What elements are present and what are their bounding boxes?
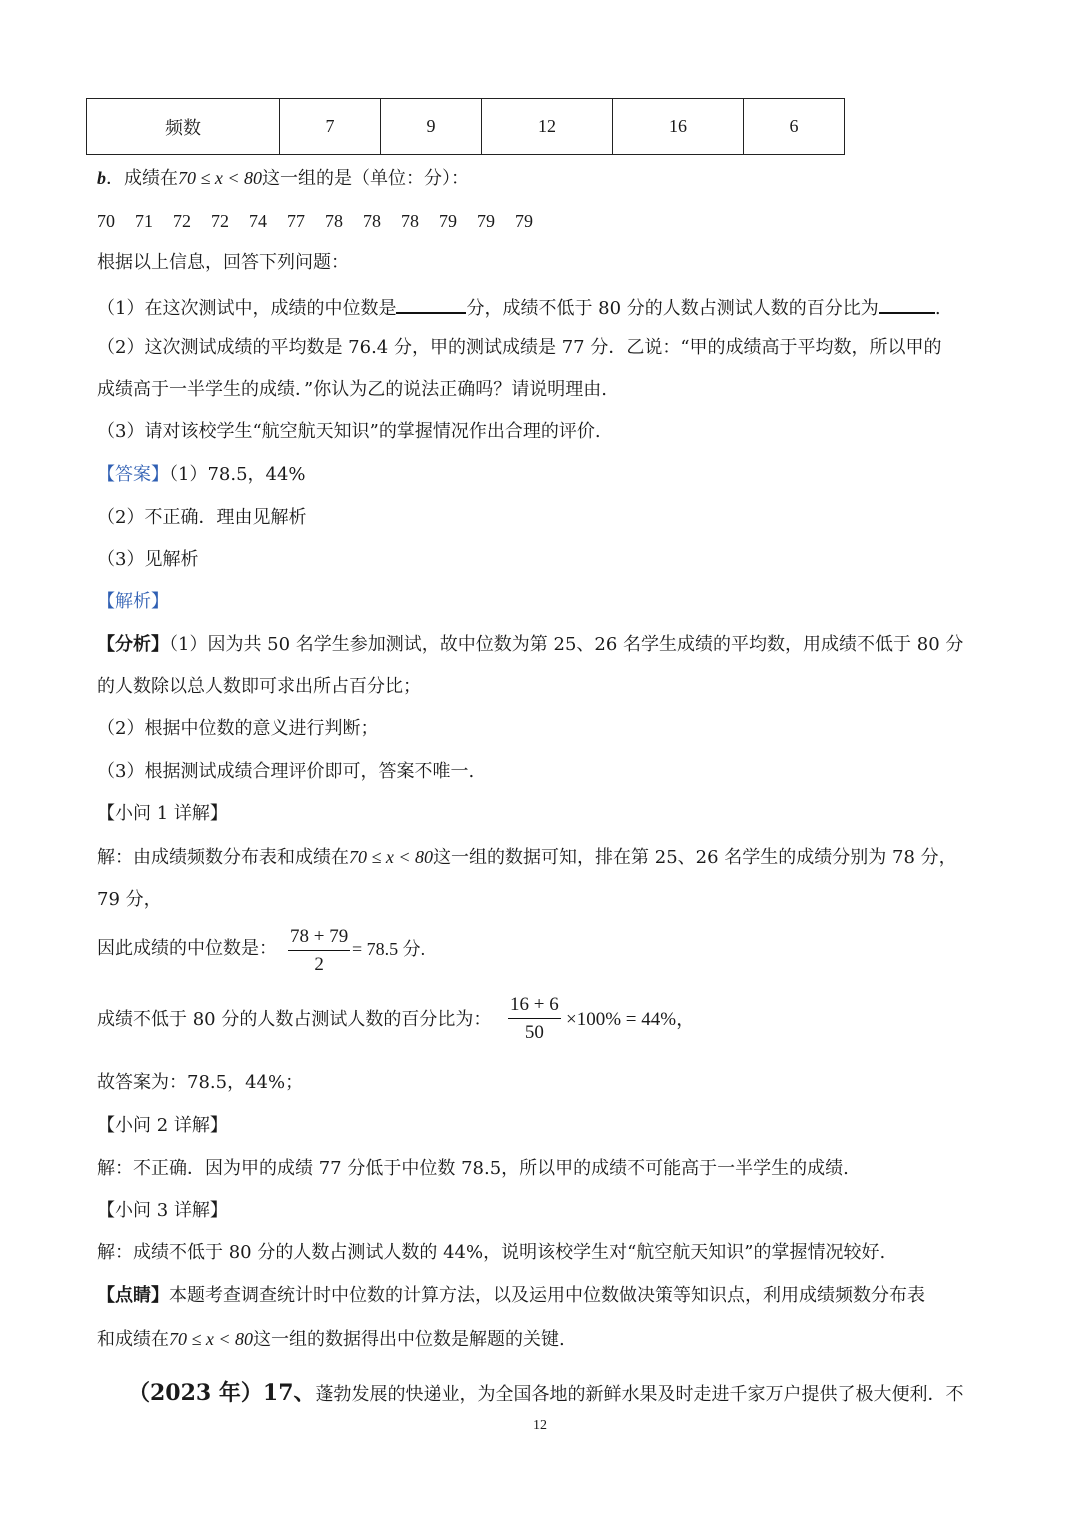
dianjing-tag: 【点睛】 — [97, 1285, 169, 1306]
score-value: 77 — [287, 211, 305, 231]
question-1-text-2: 分，成绩不低于 80 分的人数占测试人数的百分比为 — [466, 298, 879, 319]
detail-3-heading: 【小问 3 详解】 — [97, 1200, 228, 1221]
answer-line-1 — [97, 463, 306, 487]
median-fraction — [288, 926, 350, 976]
score-value: 78 — [363, 211, 381, 231]
answer-3: （3）见解析 — [97, 549, 199, 570]
condition-math: 70 ≤ x < 80 — [169, 1329, 254, 1349]
score-value: 70 — [97, 211, 115, 231]
part-b-text-after: 这一组的是（单位：分）： — [262, 168, 470, 189]
detail-1-line-2: 79 分， — [97, 889, 162, 910]
table-header-cell: 频数 — [87, 99, 280, 155]
percent-prefix: 成绩不低于 80 分的人数占测试人数的百分比为： — [97, 1009, 492, 1030]
table-cell: 9 — [381, 99, 482, 155]
median-prefix: 因此成绩的中位数是： — [97, 938, 277, 959]
condition-math: 70 ≤ x < 80 — [178, 168, 263, 188]
score-value: 79 — [515, 211, 533, 231]
page-number: 12 — [533, 1418, 547, 1433]
analysis-line-3: （2）根据中位数的意义进行判断； — [97, 718, 379, 739]
percent-fraction — [508, 994, 561, 1044]
fraction-denominator: 50 — [524, 1022, 544, 1043]
question-text: 蓬勃发展的快递业，为全国各地的新鲜水果及时走进千家万户提供了极大便利．不 — [315, 1384, 964, 1405]
answer-2: （2）不正确．理由见解析 — [97, 507, 307, 528]
analysis-line-4: （3）根据测试成绩合理评价即可，答案不唯一. — [97, 761, 475, 782]
table-cell: 12 — [482, 99, 613, 155]
detail-2-text: 解：不正确．因为甲的成绩 77 分低于中位数 78.5，所以甲的成绩不可能高于一半学生的成绩. — [97, 1158, 849, 1179]
part-b-line — [97, 166, 469, 191]
table-row — [87, 99, 845, 155]
answer-blank — [396, 294, 466, 314]
question-1 — [97, 294, 941, 321]
median-result: = 78.5 分. — [352, 939, 426, 959]
score-value: 79 — [477, 211, 495, 231]
score-value: 78 — [325, 211, 343, 231]
detail-1-line-1 — [97, 845, 957, 870]
analysis-line-2: 的人数除以总人数即可求出所占百分比； — [97, 676, 421, 697]
analysis-text: （1）因为共 50 名学生参加测试，故中位数为第 25、26 名学生成绩的平均数，用成绩不低于 80 分 — [169, 634, 964, 655]
answer-tag: 【答案】 — [97, 464, 169, 485]
detail-1-conclusion: 故答案为：78.5，44%； — [97, 1072, 304, 1093]
dianjing-line-1 — [97, 1284, 925, 1308]
analysis-line-1 — [97, 633, 963, 657]
detail-2-heading: 【小问 2 详解】 — [97, 1115, 228, 1136]
dianjing-line-2 — [97, 1327, 565, 1352]
analysis-tag: 【解析】 — [97, 591, 169, 612]
part-b-label: b — [97, 168, 106, 188]
table-cell: 16 — [613, 99, 744, 155]
answer-1: （1）78.5，44% — [169, 464, 306, 485]
fraction-numerator: 16 + 6 — [508, 994, 561, 1019]
condition-math: 70 ≤ x < 80 — [349, 847, 434, 867]
fraction-denominator: 2 — [314, 954, 324, 975]
score-value: 74 — [249, 211, 267, 231]
answer-blank — [879, 294, 935, 314]
question-2-line-1: （2）这次测试成绩的平均数是 76.4 分，甲的测试成绩是 77 分．乙说：“甲的成绩高于平均数，所以甲的 — [97, 337, 942, 358]
question-3: （3）请对该校学生“航空航天知识”的掌握情况作出合理的评价. — [97, 421, 601, 442]
score-value: 72 — [211, 211, 229, 231]
detail-text: 这一组的数据可知，排在第 25、26 名学生的成绩分别为 78 分， — [433, 847, 957, 868]
question-1-text: （1）在这次测试中，成绩的中位数是 — [97, 298, 397, 319]
dianjing-text: 本题考查调查统计时中位数的计算方法，以及运用中位数做决策等知识点，利用成绩频数分布表 — [169, 1285, 925, 1306]
fenxi-tag: 【分析】 — [97, 634, 169, 655]
detail-text: 解：由成绩频数分布表和成绩在 — [97, 847, 349, 868]
next-question — [128, 1376, 964, 1407]
score-value: 78 — [401, 211, 419, 231]
fraction-numerator: 78 + 79 — [288, 926, 350, 951]
question-1-end: . — [934, 298, 941, 319]
questions-intro: 根据以上信息，回答下列问题： — [97, 252, 349, 273]
scores-list — [97, 209, 553, 233]
dianjing-text: 和成绩在 — [97, 1329, 169, 1350]
score-value: 79 — [439, 211, 457, 231]
table-cell: 6 — [744, 99, 845, 155]
score-value: 71 — [135, 211, 153, 231]
question-2-line-2: 成绩高于一半学生的成绩．”你认为乙的说法正确吗？请说明理由. — [97, 379, 607, 400]
table-cell: 7 — [280, 99, 381, 155]
dianjing-text: 这一组的数据得出中位数是解题的关键. — [253, 1329, 565, 1350]
frequency-table — [86, 98, 845, 155]
detail-1-heading: 【小问 1 详解】 — [97, 803, 228, 824]
percent-result: ×100% = 44%， — [566, 1009, 696, 1030]
part-b-text: ．成绩在 — [106, 168, 178, 189]
detail-3-text: 解：成绩不低于 80 分的人数占测试人数的 44%，说明该校学生对“航空航天知识”的掌握情况较好. — [97, 1242, 886, 1263]
question-number: （2023 年）17、 — [128, 1380, 316, 1406]
score-value: 72 — [173, 211, 191, 231]
